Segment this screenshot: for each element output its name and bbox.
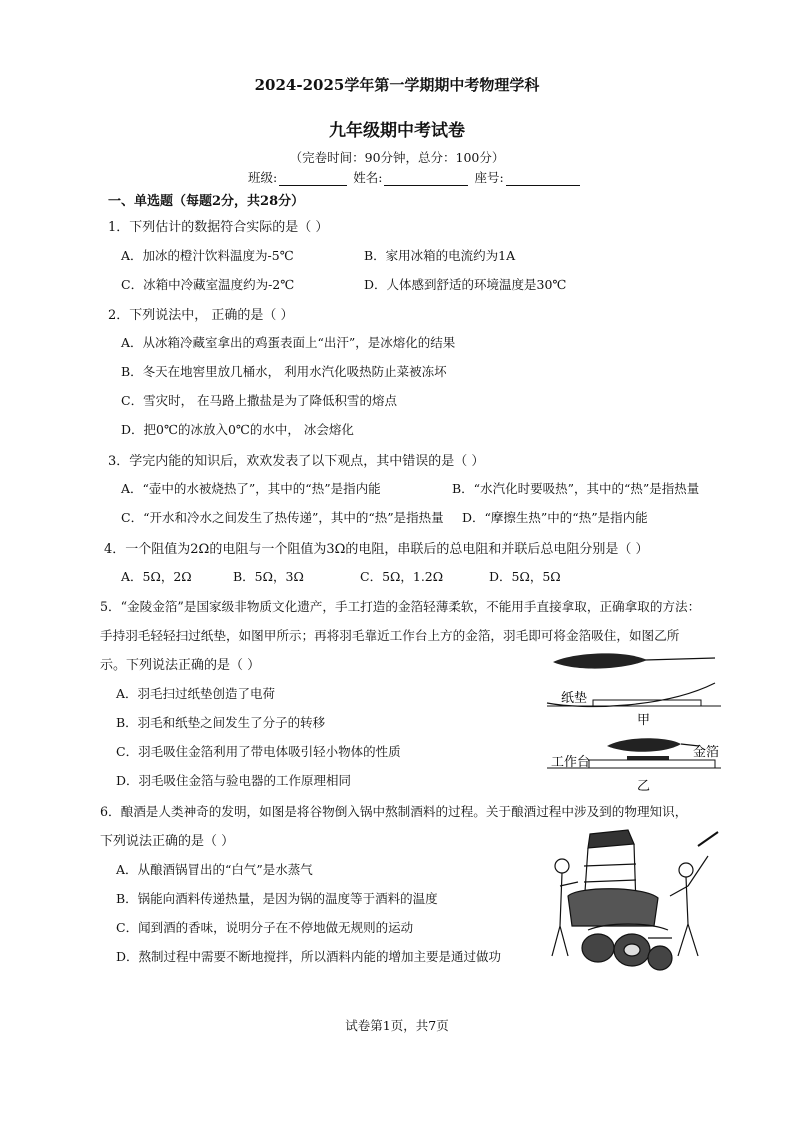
exam-title: 2024-2025学年第一学期期中考物理学科 (254, 76, 540, 94)
exam-info: （完卷时间：90分钟，总分：100分） (289, 150, 505, 165)
question-5-option-c: C．羽毛吸住金箔利用了带电体吸引轻小物体的性质 (116, 744, 401, 759)
question-4-option-a: A．5Ω，2Ω (121, 569, 192, 584)
question-1-stem: 1．下列估计的数据符合实际的是（ ） (108, 220, 329, 235)
seat-blank[interactable] (506, 173, 580, 186)
seat-label: 座号: (474, 170, 504, 185)
question-4-option-b: B．5Ω，3Ω (233, 569, 304, 584)
question-6-line-1: 6．酿酒是人类神奇的发明，如图是将谷物倒入锅中熬制酒料的过程。关于酿酒过程中涉及到的物理知识， (100, 804, 688, 819)
question-1-option-b: B．家用冰箱的电流约为1A (364, 248, 516, 263)
question-5-option-a: A．羽毛扫过纸垫创造了电荷 (116, 686, 276, 701)
feather-icon-2 (607, 738, 699, 752)
label-workbench: 工作台 (551, 755, 591, 770)
question-3-option-b: B．“水汽化时要吸热”，其中的“热”是指热量 (452, 481, 700, 496)
name-blank[interactable] (384, 173, 468, 186)
feather-icon (553, 653, 715, 668)
question-1-option-a: A．加冰的橙汁饮料温度为-5℃ (121, 248, 294, 263)
question-3-option-a: A．“壶中的水被烧热了”，其中的“热”是指内能 (121, 481, 381, 496)
label-figure-a: 甲 (637, 713, 651, 728)
name-label: 姓名: (353, 170, 383, 185)
section-heading: 一、单选题（每题2分，共28分） (108, 194, 305, 209)
question-4-option-d: D．5Ω，5Ω (489, 569, 561, 584)
question-2-option-d: D．把0℃的冰放入0℃的水中， 冰会熔化 (121, 422, 354, 437)
question-6-line-2: 下列说法正确的是（ ） (100, 834, 235, 849)
class-blank[interactable] (279, 173, 347, 186)
question-5-line-2: 手持羽毛轻轻扫过纸垫，如图甲所示；再将羽毛靠近工作台上方的金箔，羽毛即可将金箔吸住，如图乙所 (100, 628, 680, 643)
question-3-option-c: C．“开水和冷水之间发生了热传递”，其中的“热”是指热量 (121, 510, 444, 525)
label-gold-foil: 金箔 (693, 745, 720, 760)
question-6-option-c: C．闻到酒的香味，说明分子在不停地做无规则的运动 (116, 920, 414, 935)
workbench (589, 760, 715, 768)
label-paper-pad: 纸垫 (561, 691, 588, 706)
question-4-stem: 4．一个阻值为2Ω的电阻与一个阻值为3Ω的电阻，串联后的总电阻和并联后总电阻分别是（ ） (104, 542, 649, 557)
question-2-stem: 2．下列说法中， 正确的是（ ） (108, 308, 294, 323)
exam-subtitle: 九年级期中考试卷 (329, 121, 465, 141)
question-5-option-d: D．羽毛吸住金箔与验电器的工作原理相同 (116, 773, 352, 788)
winemaking-illustration (548, 826, 724, 978)
question-3-stem: 3．学完内能的知识后，欢欢发表了以下观点，其中错误的是（ ） (108, 454, 485, 469)
question-5-option-b: B．羽毛和纸垫之间发生了分子的转移 (116, 715, 326, 730)
question-3-option-d: D．“摩擦生热”中的“热”是指内能 (462, 510, 648, 525)
question-4-option-c: C．5Ω，1.2Ω (360, 569, 444, 584)
question-5-line-3: 示。下列说法正确的是（ ） (100, 658, 261, 673)
question-6-option-b: B．锅能向酒料传递热量，是因为锅的温度等于酒料的温度 (116, 891, 438, 906)
question-2-option-c: C．雪灾时， 在马路上撒盐是为了降低积雪的熔点 (121, 393, 398, 408)
class-label: 班级: (248, 170, 278, 185)
page-footer: 试卷第1页，共7页 (345, 1018, 449, 1033)
question-2-option-a: A．从冰箱冷藏室拿出的鸡蛋表面上“出汗”，是冰熔化的结果 (121, 335, 456, 350)
question-6-option-d: D．熬制过程中需要不断地搅拌，所以酒料内能的增加主要是通过做功 (116, 949, 502, 964)
question-2-option-b: B．冬天在地窖里放几桶水， 利用水汽化吸热防止菜被冻坏 (121, 364, 447, 379)
student-info-fields (248, 168, 586, 186)
label-figure-b: 乙 (637, 779, 651, 794)
gold-foil (627, 756, 669, 760)
question-6-option-a: A．从酿酒锅冒出的“白气”是水蒸气 (116, 862, 313, 877)
question-5-line-1: 5．“金陵金箔”是国家级非物质文化遗产，手工打造的金箔轻薄柔软，不能用手直接拿取，正确拿取的方法： (100, 599, 701, 614)
question-1-option-c: C．冰箱中冷藏室温度约为-2℃ (121, 277, 295, 292)
feather-gold-foil-figure (545, 648, 725, 798)
question-1-option-d: D．人体感到舒适的环境温度是30℃ (364, 277, 567, 292)
